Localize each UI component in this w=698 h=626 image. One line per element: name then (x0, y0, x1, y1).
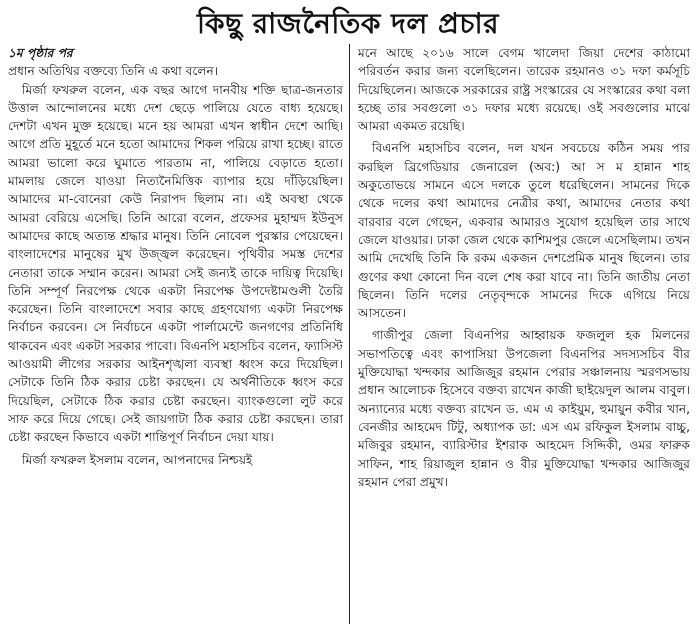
paragraph: গাজীপুর জেলা বিএনপির আহ্বায়ক ফজলুল হক মিলনের সভাপতিত্বে এবং কাপাসিয়া উপজেলা বিএনপির সদস্যসচিব বীর মুক্তিযোদ্ধা খন্দকার আজিজুর রহমান পেরার সঞ্চালনায় স্মরণসভায় প্রধান আলোচক হিসেবে বক্তব্য রাখেন কাজী ছাইয়েদুল আলম বাবুল। অন্যান্যের মধ্যে বক্তব্য রাখেন ড. এম এ কাইয়ুম, হুমায়ুন কবীর খান, বেনজীর আহমেদ টিটু, অধ্যাপক ডা: এস এম রফিকুল ইসলাম বাচ্চু, মজিবুর রহমান, ব্যারিস্টার ইশরাক আহমেদ সিদ্দিকী, ওমর ফারুক সাফিন, শাহ রিয়াজুল হান্নান ও বীর মুক্তিযোদ্ধা খন্দকার আজিজুর রহমান পেরা প্রমুখ। (358, 328, 690, 489)
left-column (8, 44, 349, 624)
continuation-kicker: ১ম পৃষ্ঠার পর (8, 46, 73, 60)
paragraph: মনে আছে ২০১৬ সালে বেগম খালেদা জিয়া দেশের কাঠামো পরিবর্তন করার জন্য বলেছিলেন। তারেক রহমানও ৩১ দফা কর্মসূচি দিয়েছিলেন। আজকে সরকারের রাষ্ট্র সংস্কারের যে সংস্কারের কথা বলা হচ্ছে তার সবগুলো ৩১ দফার মধ্যে রয়েছে। ওই সবগুলোর মাঝে আমরা একমত রয়েছি। (358, 46, 690, 134)
paragraph: প্রধান অতিথির বক্তব্যে তিনি এ কথা বলেন। (8, 64, 219, 79)
paragraph: মির্জা ফখরুল ইসলাম বলেন, আপনাদের নিশ্চয়ই (22, 452, 253, 467)
article-columns (8, 44, 690, 624)
headline: কিছু রাজনৈতিক দল প্রচার (196, 7, 500, 40)
paragraph: বিএনপি মহাসচিব বলেন, দল যখন সবচেয়ে কঠিন সময় পার করছিল ব্রিগেডিয়ার জেনারেল (অব:) আ স ম হান্নান শাহ অকুতোভয়ে সামনে এসে দলকে তুলে ধরেছিলেন। সামনের দিকে থেকে দলের কথা আমাদের নেত্রীর কথা, আমাদের নেতার কথা বারবার বলে গেছেন, একবার আমারও সুযোগ হয়েছিল তার সাথে জেলে যাওয়ার। ঢাকা জেল থেকে কাশিমপুর জেলে এসেছিলাম। তখন আমি দেখেছি তিনি কি রকম একজন দেশপ্রেমিক মানুষ ছিলেন। তার গুণের কথা কোনো দিন বলে শেষ করা যাবে না। তিনি জাতীয় নেতা ছিলেন। তিনি দলের নেতৃবৃন্দকে সামনের দিকে এগিয়ে নিয়ে আসতেন। (358, 141, 690, 321)
right-column (349, 44, 690, 624)
paragraph: মির্জা ফখরুল বলেন, এক বছর আগে দানবীয় শক্তি ছাত্র-জনতার উত্তাল আন্দোলনের মধ্যে দেশ ছেড়ে পালিয়ে যেতে বাধ্য হয়েছে। দেশটা এখন মুক্ত হয়েছে। মনে হয় আমরা এখন স্বাধীন দেশে আছি। আগে প্রতি মুহূর্তে মনে হতো আমাদের শিকল পরিয়ে রাখা হচ্ছে। রাতে আমরা ভালো করে ঘুমাতে পারতাম না, পালিয়ে বেড়াতে হতো। মামলায় জেলে যাওয়া নিত্যনৈমিত্তিক ব্যাপার হয়ে দাঁড়িয়েছিল। আমাদের মা-বোনেরা কেউ নিরাপদ ছিলাম না। এই অবস্থা থেকে আমরা বেরিয়ে এসেছি। তিনি আরো বলেন, প্রফেসর মুহাম্মদ ইউনুস আমাদের কাছে অত্যন্ত শ্রদ্ধার মানুষ। তিনি নোবেল পুরস্কার পেয়েছেন। বাংলাদেশের মানুষের মুখ উজ্জ্বল করেছেন। পৃথিবীর সমস্ত দেশের নেতারা তাকে সম্মান করেন। আমরা সেই জন্যই তাকে দায়িত্ব দিয়েছি। তিনি সম্পূর্ণ নিরপেক্ষ থেকে একটা নিরপেক্ষ উপদেষ্টামণ্ডলী তৈরি করেছেন। তিনি বাংলাদেশে সবার কাছে গ্রহণযোগ্য একটা নিরপেক্ষ নির্বাচন করবেন। সে নির্বাচনে একটা পার্লামেন্টে জনগণের প্রতিনিধি থাকবেন এবং একটা সরকার পাবো। বিএনপি মহাসচিব বলেন, ফ্যাসিস্ট আওয়ামী লীগের সরকার আইনশৃঙ্খলা ব্যবস্থা ধ্বংস করে দিয়েছিল। সেটাকে তিনি ঠিক করার চেষ্টা করছেন। যে অর্থনীতিকে ধ্বংস করে দিয়েছিল, সেটাকে ঠিক করার চেষ্টা করছেন। ব্যাংকগুলো লুট করে সাফ করে দিয়ে গেছে। সেই জায়গাটা ঠিক করার চেষ্টা করছেন। তারা চেষ্টা করছেন কিভাবে একটা শান্তিপূর্ণ নির্বাচন দেয়া যায়। (8, 82, 343, 445)
